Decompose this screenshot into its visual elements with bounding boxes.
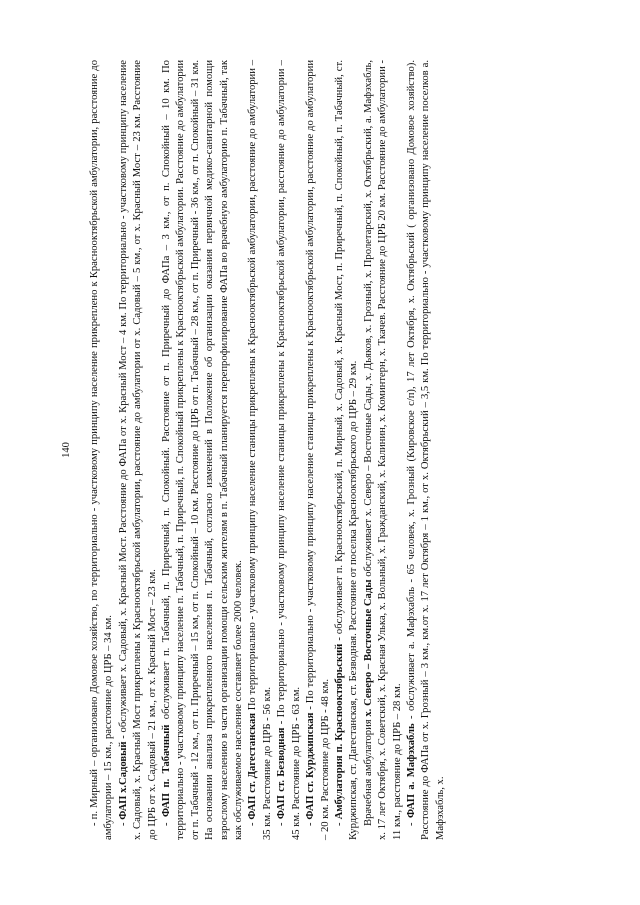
- text-run: - обслуживает х. Садовый, х. Красный Мост. Расстояние до ФАПа от х. Красный Мост – 4 км. По территориально - участковому принципу население х. Садовый, х. Красный Мост прикреплены к Краснооктябрьской амбулатории, расстояние до амбулатории от х. Садовый – 5 км., от х. Красный Мост – 23 км. Расстояние до ЦРБ от х. Садовый – 21 км., от х. Красный Мост – 23 км.: [117, 60, 158, 840]
- text-run: обслуживает п. Табачный, п. Приречный, п. Спокойный. Расстояние от п. Приречный до ФАПа – 3 км., от п. Спокойный – 10 км. По территориально - участковому принципу население п. Табачный, п. Приречный, п. Спокойный прикреплены к Краснооктябрьской амбулатории. Расстояние до амбулатории от п. Табачный - 12 км., от п. Приречный – 15 км, от п. Спокойный – 10 км. Расстояние до ЦРБ от п. Табачный – 28 км., от п. Приречный - 36 км., от п. Спокойный – 31 км. На основании анализа прикрепленного населения п. Табачный, согласно изменений в Положение об организации оказания первичной медико-санитарной помощи взрослому населению в части организации помощи сельским жителям в п. Табачный планируется перепрофилирование ФАПа во врачебную амбулаторию п. Табачный, так как обслуживаемое население составляет более 2000 человек.: [161, 60, 245, 840]
- text-run: -: [247, 819, 259, 826]
- text-run: -: [333, 819, 345, 826]
- bold-heading: ФАП х.Садовый: [117, 741, 129, 820]
- text-run: -: [117, 819, 129, 826]
- text-run: -: [161, 817, 173, 826]
- paragraph: [117, 60, 160, 840]
- bold-heading: ФАП ст. Курджипская: [305, 712, 317, 820]
- paragraph: [246, 60, 275, 840]
- text-run: По территориально - участковому принципу население станицы прикреплены к Краснооктябрьской амбулатории, расстояние до амбулатории – 35 км. Расстояние до ЦРБ - 56 км.: [247, 60, 273, 840]
- rotated-content: [60, 60, 580, 840]
- bold-heading: ФАП а. Мафэхабль: [405, 723, 417, 819]
- text-run: - обслуживает п. Краснооктябрьский, п. Мирный, х. Садовый, х. Красный Мост, п. Приречный, п. Спокойный, п. Табачный, ст. Курджипская, ст. Дагестанская, ст. Безводная. Расстояние от поселка Краснооктябрьского до ЦРБ – 29 км.: [333, 60, 360, 840]
- paragraph: [405, 60, 448, 840]
- text-run: - По территориально - участковому принципу население станицы прикреплены к Краснооктябрьской амбулатории, расстояние до амбулатории – 45 км. Расстояние до ЦРБ - 63 км.: [276, 60, 302, 840]
- text-run: -: [405, 818, 417, 826]
- bold-heading: х. Северо – Восточные Сады: [362, 579, 374, 717]
- text-run: Врачебная амбулатория: [362, 716, 374, 826]
- bold-heading: ФАП п. Табачный: [161, 724, 173, 818]
- bold-heading: Амбулатория п. Краснооктябрьский: [333, 643, 345, 820]
- paragraph: [304, 60, 333, 840]
- paragraph: [275, 60, 304, 840]
- bold-heading: ФАП ст. Дагестанская: [247, 713, 259, 820]
- text-run: обслуживает х. Северо – Восточные Сады, х. Дьяков, х. Грозный, х. Пролетарский, х. Октябрьский, а. Мафэхабль, х. 17 лет Октября, х. Советский, х. Красная Улька, х. Вольный, х. Гражданский, х. Калинин, х. Коминтерн, х. Ткачев. Расстояние до ЦРБ 20 км. Расстояние до амбулатории - 11 км., расстояние до ЦРБ – 28 км.: [362, 60, 403, 840]
- text-run: -: [276, 819, 288, 826]
- text-run: - п. Мирный – организовано Домовое хозяйство, по территориально - участковому принципу население прикреплено к Краснооктябрьской амбулатории, расстояние до амбулатории – 15 км., расстояние до ЦРБ – 34 км.: [89, 60, 115, 840]
- text-run: -: [305, 819, 317, 826]
- paragraph: [333, 60, 362, 840]
- paragraph: [160, 60, 246, 840]
- text-run: - По территориально - участковому принципу население станицы прикреплены к Краснооктябрьской амбулатории, расстояние до амбулатории – 20 км. Расстояние до ЦРБ - 48 км.: [305, 60, 331, 840]
- paragraph: [88, 60, 117, 840]
- paragraph: [362, 60, 405, 840]
- bold-heading: ФАП ст. Безводная: [276, 727, 288, 820]
- document-body: [88, 60, 448, 840]
- page-number: 140: [61, 442, 72, 458]
- text-run: - обслуживает а. Мафэхабль - 65 человек, х. Грозный (Кировское с/п), 17 лет Октября, х. Октябрьский ( организовано Домовое хозяйство). Расстояние до ФАПа от х. Грозный – 3 км., км.от х. 17 лет Октября – 1 км., от х. Октябрьский – 3,5 км. По территориально - участковому принципу население поселков а. Мафэхабль, х.: [405, 60, 446, 840]
